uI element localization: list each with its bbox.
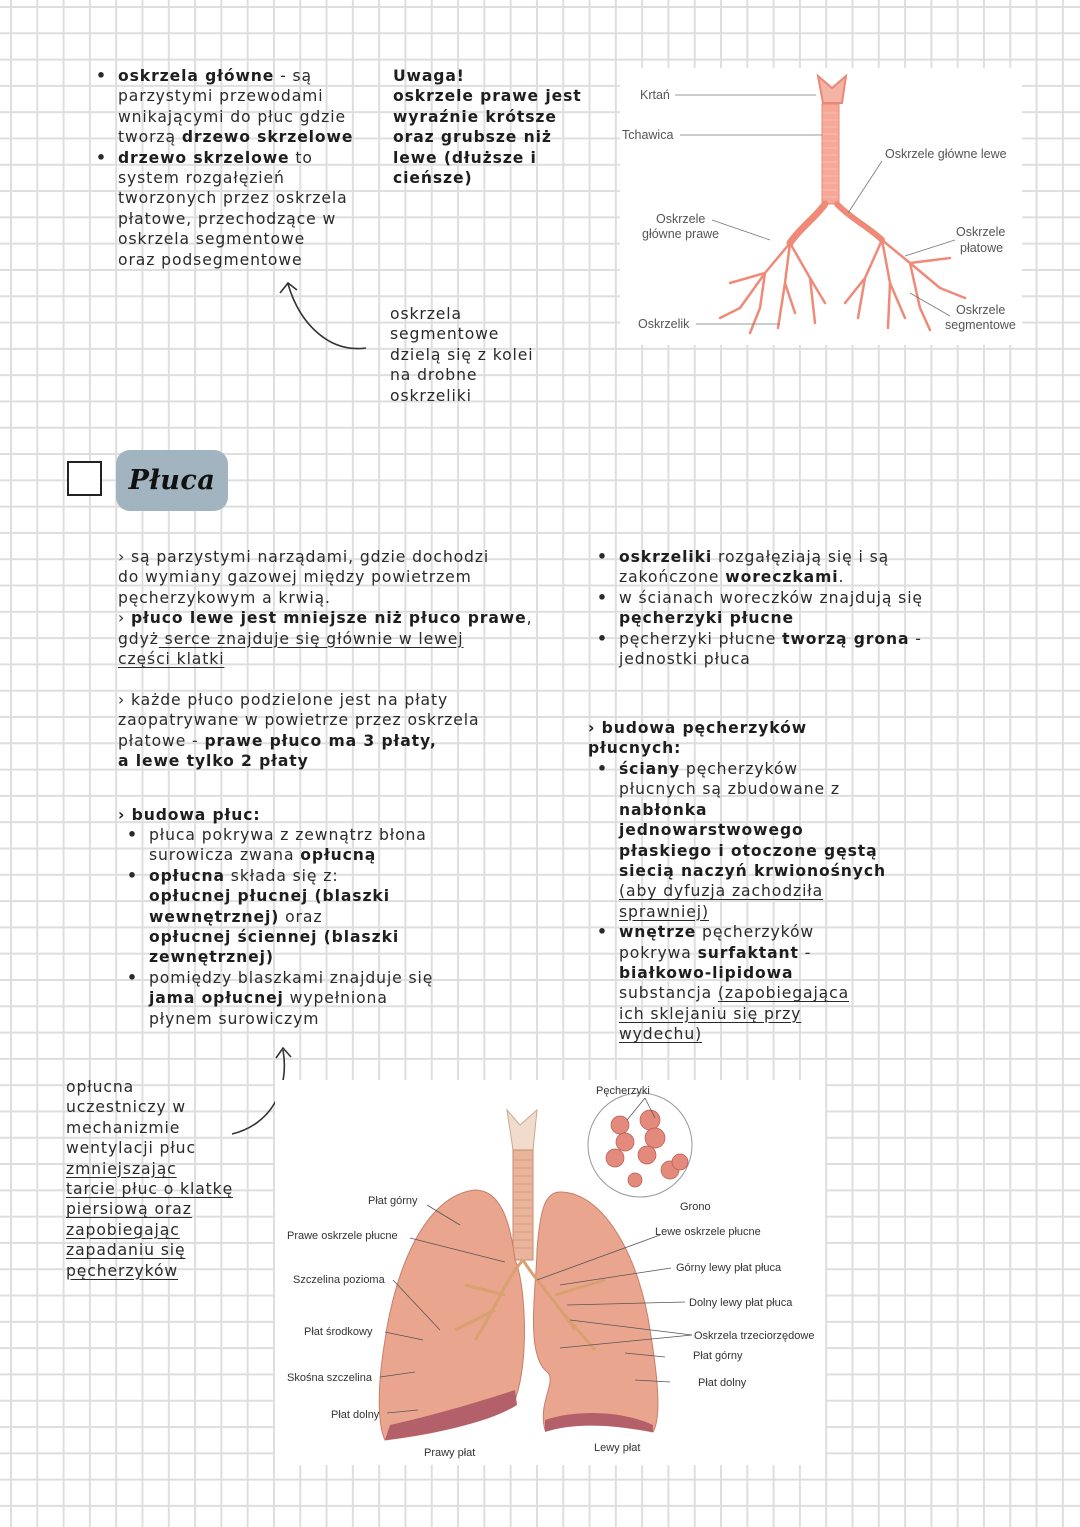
- section-checkbox[interactable]: [67, 461, 102, 496]
- text-run: opłucnej płucnej (blaszki: [149, 887, 390, 906]
- text-line: [66, 1077, 233, 1097]
- warning-note: [393, 66, 582, 188]
- text-line: [96, 66, 353, 86]
- text-run: nabłonka: [619, 800, 708, 819]
- arrow-top: [270, 275, 380, 365]
- text-line: [597, 629, 923, 649]
- label-right-main-bronchus: Oskrzele: [656, 212, 706, 226]
- text-run: pokrywa: [619, 943, 698, 962]
- text-run: lewe (dłuższe i: [393, 148, 537, 167]
- text-line: [118, 168, 353, 188]
- text-line: [118, 629, 532, 649]
- text-line: [118, 649, 532, 669]
- text-run: to: [289, 148, 313, 167]
- text-run: pęcherzyki płucne: [619, 609, 795, 628]
- text-run: zewnętrznej): [149, 948, 274, 967]
- text-run: jednostki płuca: [619, 649, 751, 668]
- text-run: segmentowe: [390, 325, 500, 344]
- text-run: oskrzela główne: [118, 67, 275, 85]
- text-line: [118, 710, 479, 730]
- lungs-intro: [118, 547, 532, 669]
- text-run: białkowo-lipidowa: [619, 963, 794, 982]
- text-run: sprawniej): [619, 902, 709, 921]
- text-line: [393, 148, 582, 168]
- text-run: cieńsze): [393, 168, 473, 187]
- label-left-main-bronchus: Oskrzele główne lewe: [885, 147, 1007, 161]
- text-run: piersiową oraz: [66, 1200, 192, 1219]
- text-line: [390, 386, 533, 406]
- text-run: oskrzeliki: [619, 548, 713, 566]
- text-run: pęcherzykowym a krwią.: [118, 588, 331, 607]
- text-run: surfaktant: [697, 943, 799, 962]
- bullet-icon: •: [597, 923, 608, 942]
- lung-structure-list: [127, 825, 434, 1029]
- label-right-bronchus: Prawe oskrzele płucne: [287, 1230, 398, 1242]
- bullet-icon: •: [597, 588, 608, 607]
- text-run: .: [838, 568, 845, 587]
- text-run: wentylacji płuc: [66, 1139, 196, 1158]
- label-right-lung: Prawy płat: [424, 1447, 476, 1459]
- label-trachea: Tchawica: [622, 128, 674, 142]
- text-line: [118, 805, 260, 825]
- label-lower-left-lobe: Dolny lewy płat płuca: [689, 1297, 793, 1309]
- text-line: [118, 86, 353, 106]
- text-run: rozgałęziają się i są: [712, 548, 890, 566]
- label-upper-lobe-left: Płat górny: [693, 1350, 743, 1362]
- text-run: dzielą się z kolei: [390, 345, 534, 364]
- bullet-icon: •: [96, 148, 107, 167]
- text-line: [66, 1097, 233, 1117]
- bronchioles-list: [597, 547, 923, 669]
- text-run: opłucna: [149, 866, 225, 885]
- text-line: [149, 886, 433, 906]
- text-run: ich sklejaniu się przy: [619, 1004, 802, 1023]
- text-line: [597, 547, 923, 567]
- text-run: (zapobiegająca: [717, 984, 850, 1003]
- text-run: drzewo skrzelowe: [118, 148, 290, 167]
- text-line: [619, 608, 923, 628]
- label-left-bronchus: Lewe oskrzele płucne: [655, 1226, 761, 1238]
- lungs-drawing: [379, 1093, 692, 1440]
- text-run: pęcherzyków: [696, 923, 815, 942]
- lungs-figure: [275, 1080, 825, 1465]
- text-line: [619, 861, 886, 881]
- text-line: [127, 866, 433, 886]
- text-run: ,: [526, 609, 533, 628]
- label-cluster: Grono: [680, 1201, 711, 1213]
- text-run: oskrzela: [390, 305, 462, 323]
- label-upper-left-lobe: Górny lewy płat płuca: [676, 1262, 782, 1274]
- text-line: [619, 779, 886, 799]
- text-run: surowicza zwana: [149, 846, 301, 865]
- text-line: [118, 547, 532, 567]
- label-alveoli: Pęcherzyki: [596, 1085, 650, 1097]
- section-title: Płuca: [128, 465, 216, 496]
- text-run: Uwaga!: [393, 67, 465, 85]
- text-run: pęcherzyki płucne: [619, 629, 783, 648]
- text-run: - są: [274, 67, 312, 85]
- text-line: [390, 345, 533, 365]
- text-run: zmniejszając: [66, 1159, 177, 1178]
- text-run: płucnych:: [588, 739, 682, 758]
- text-line: [619, 1004, 886, 1024]
- text-line: [118, 229, 353, 249]
- text-line: [393, 107, 582, 127]
- text-line: [597, 588, 923, 608]
- text-line: [66, 1138, 233, 1158]
- text-run: › są parzystymi narządami, gdzie dochodzi: [118, 548, 490, 566]
- text-run: pęcherzyków: [66, 1261, 179, 1280]
- label-segmental-bronchus-2: segmentowe: [945, 318, 1016, 332]
- text-line: [393, 168, 582, 188]
- text-line: [66, 1261, 233, 1281]
- text-run: opłucnej ściennej (blaszki: [149, 927, 400, 946]
- text-run: płatowe, przechodzące w: [118, 209, 337, 228]
- text-line: [118, 731, 479, 751]
- text-line: [619, 1024, 886, 1044]
- label-lobar-bronchus: Oskrzele: [956, 225, 1006, 239]
- text-line: [619, 963, 886, 983]
- text-line: [149, 947, 433, 967]
- text-line: [149, 907, 433, 927]
- label-bronchiole: Oskrzelik: [638, 317, 690, 331]
- text-run: siecią naczyń krwionośnych: [619, 861, 887, 880]
- text-line: [118, 608, 532, 628]
- text-line: [619, 820, 886, 840]
- text-line: [149, 927, 433, 947]
- text-run: wydechu): [619, 1025, 703, 1044]
- text-run: oskrzeliki: [390, 386, 472, 405]
- text-line: [393, 66, 582, 86]
- label-right-main-bronchus-2: główne prawe: [642, 227, 720, 241]
- text-run: płaskiego i otoczone gęstą: [619, 841, 878, 860]
- text-line: [118, 107, 353, 127]
- bullet-icon: •: [597, 629, 608, 648]
- label-oblique-fissure: Skośna szczelina: [287, 1372, 372, 1384]
- text-run: serce znajduje się głównie w lewej: [158, 629, 464, 648]
- text-line: [390, 365, 533, 385]
- bullet-icon: •: [127, 968, 138, 987]
- text-run: a lewe tylko 2 płaty: [118, 752, 309, 771]
- text-line: [118, 188, 353, 208]
- text-line: [118, 567, 532, 587]
- text-line: [66, 1159, 233, 1179]
- text-run: zapadaniu się: [66, 1241, 186, 1260]
- text-line: [619, 881, 886, 901]
- text-run: płynem surowiczym: [149, 1009, 320, 1028]
- text-run: wewnętrznej): [149, 907, 280, 926]
- text-run: płatowe -: [118, 731, 205, 750]
- text-run: substancja: [619, 984, 718, 1003]
- text-line: [619, 943, 886, 963]
- text-run: uczestniczy w: [66, 1098, 187, 1117]
- text-run: ściany: [619, 760, 681, 778]
- label-middle-lobe: Płat środkowy: [304, 1326, 373, 1338]
- bullet-icon: •: [127, 826, 138, 844]
- text-run: tworzą grona: [782, 629, 910, 648]
- text-line: [127, 825, 433, 845]
- alveoli-list: [597, 759, 887, 1044]
- text-line: [118, 690, 479, 710]
- text-run: oskrzela segmentowe: [118, 230, 306, 249]
- bullet-icon: •: [597, 760, 608, 778]
- text-run: tworzonych przez oskrzela: [118, 189, 348, 208]
- text-line: [597, 759, 886, 779]
- text-run: jednowarstwowego: [619, 821, 804, 840]
- text-run: (aby dyfuzja zachodziła: [619, 882, 824, 901]
- text-line: [619, 649, 923, 669]
- text-run: opłucna: [66, 1078, 135, 1096]
- label-horizontal-fissure: Szczelina pozioma: [293, 1274, 385, 1286]
- text-line: [588, 718, 807, 738]
- text-run: opłucną: [300, 846, 377, 865]
- text-line: [66, 1199, 233, 1219]
- text-run: do wymiany gazowej między powietrzem: [118, 568, 472, 587]
- text-run: wnętrze: [619, 923, 697, 942]
- text-line: [393, 127, 582, 147]
- text-run: pomiędzy blaszkami znajduje się: [149, 968, 434, 987]
- lung-structure-heading: [118, 805, 260, 825]
- text-run: oskrzele prawe jest: [393, 87, 582, 106]
- text-run: wnikającymi do płuc gdzie: [118, 107, 346, 126]
- text-line: [66, 1240, 233, 1260]
- text-line: [597, 922, 886, 942]
- text-line: [149, 1009, 433, 1029]
- text-line: [96, 148, 353, 168]
- text-run: -: [798, 943, 812, 962]
- bronchi-list: [96, 66, 354, 270]
- text-run: › każde płuco podzielone jest na płaty: [118, 691, 449, 709]
- text-run: drzewo skrzelowe: [181, 128, 354, 147]
- text-run: mechanizmie: [66, 1118, 181, 1137]
- text-run: tarcie płuc o klatkę: [66, 1179, 234, 1198]
- text-run: woreczkami: [725, 568, 839, 587]
- text-run: tworzą: [118, 128, 182, 147]
- text-line: [390, 304, 533, 324]
- text-run: wyraźnie krótsze: [393, 107, 557, 126]
- bullet-icon: •: [597, 548, 608, 566]
- text-line: [619, 800, 886, 820]
- text-line: [390, 324, 533, 344]
- text-line: [149, 988, 433, 1008]
- label-tertiary-bronchi: Oskrzela trzeciorzędowe: [694, 1330, 815, 1342]
- text-line: [393, 86, 582, 106]
- text-line: [588, 738, 807, 758]
- label-segmental-bronchus: Oskrzele: [956, 303, 1006, 317]
- text-run: na drobne: [390, 366, 478, 385]
- text-line: [118, 250, 353, 270]
- text-line: [118, 209, 353, 229]
- bronchial-tree-figure: [620, 68, 1022, 345]
- label-lower-lobe-right: Płat dolny: [331, 1409, 380, 1421]
- text-run: wypełniona: [283, 989, 388, 1008]
- lobes-note: [118, 690, 479, 772]
- section-title-pill: [116, 450, 228, 511]
- pleura-note: [66, 1077, 233, 1281]
- text-run: › budowa płuc:: [118, 806, 261, 824]
- text-run: składa się z:: [224, 866, 339, 885]
- text-line: [118, 751, 479, 771]
- text-run: ›: [118, 609, 131, 628]
- text-run: płucnych są zbudowane z: [619, 780, 840, 799]
- text-line: [619, 902, 886, 922]
- text-run: -: [909, 629, 922, 648]
- text-run: gdyż: [118, 629, 159, 648]
- text-run: oraz podsegmentowe: [118, 250, 303, 269]
- text-run: zaopatrywane w powietrze przez oskrzela: [118, 711, 480, 730]
- label-upper-lobe-right: Płat górny: [368, 1195, 418, 1207]
- text-line: [66, 1118, 233, 1138]
- text-line: [619, 567, 923, 587]
- text-run: pęcherzyków: [680, 760, 798, 778]
- text-run: jama opłucnej: [149, 989, 284, 1008]
- text-run: płuca pokrywa z zewnątrz błona: [149, 826, 427, 844]
- alveoli-heading: [588, 718, 807, 759]
- label-larynx: Krtań: [640, 88, 670, 102]
- text-line: [619, 983, 886, 1003]
- bronchial-tree-drawing: [720, 76, 965, 333]
- text-line: [619, 841, 886, 861]
- segment-note: [390, 304, 533, 406]
- text-line: [127, 968, 434, 988]
- text-line: [118, 588, 532, 608]
- label-lower-lobe-left: Płat dolny: [698, 1377, 747, 1389]
- text-run: zakończone: [619, 568, 726, 587]
- text-run: parzystymi przewodami: [118, 87, 324, 106]
- text-line: [66, 1179, 233, 1199]
- text-run: oraz: [279, 907, 323, 926]
- bullet-icon: •: [127, 866, 138, 885]
- label-lobar-bronchus-2: płatowe: [960, 241, 1004, 255]
- text-line: [149, 845, 433, 865]
- text-run: system rozgałęzień: [118, 168, 285, 187]
- text-run: płuco lewe jest mniejsze niż płuco prawe: [131, 609, 527, 628]
- text-line: [118, 127, 353, 147]
- bullet-icon: •: [96, 67, 107, 85]
- text-run: prawe płuco ma 3 płaty,: [204, 731, 437, 750]
- text-run: części klatki: [118, 649, 225, 668]
- text-run: oraz grubsze niż: [393, 128, 552, 147]
- text-run: › budowa pęcherzyków: [588, 719, 808, 737]
- text-line: [66, 1220, 233, 1240]
- text-run: w ścianach woreczków znajdują się: [619, 588, 923, 607]
- label-left-lung: Lewy płat: [594, 1442, 641, 1454]
- text-run: zapobiegając: [66, 1220, 180, 1239]
